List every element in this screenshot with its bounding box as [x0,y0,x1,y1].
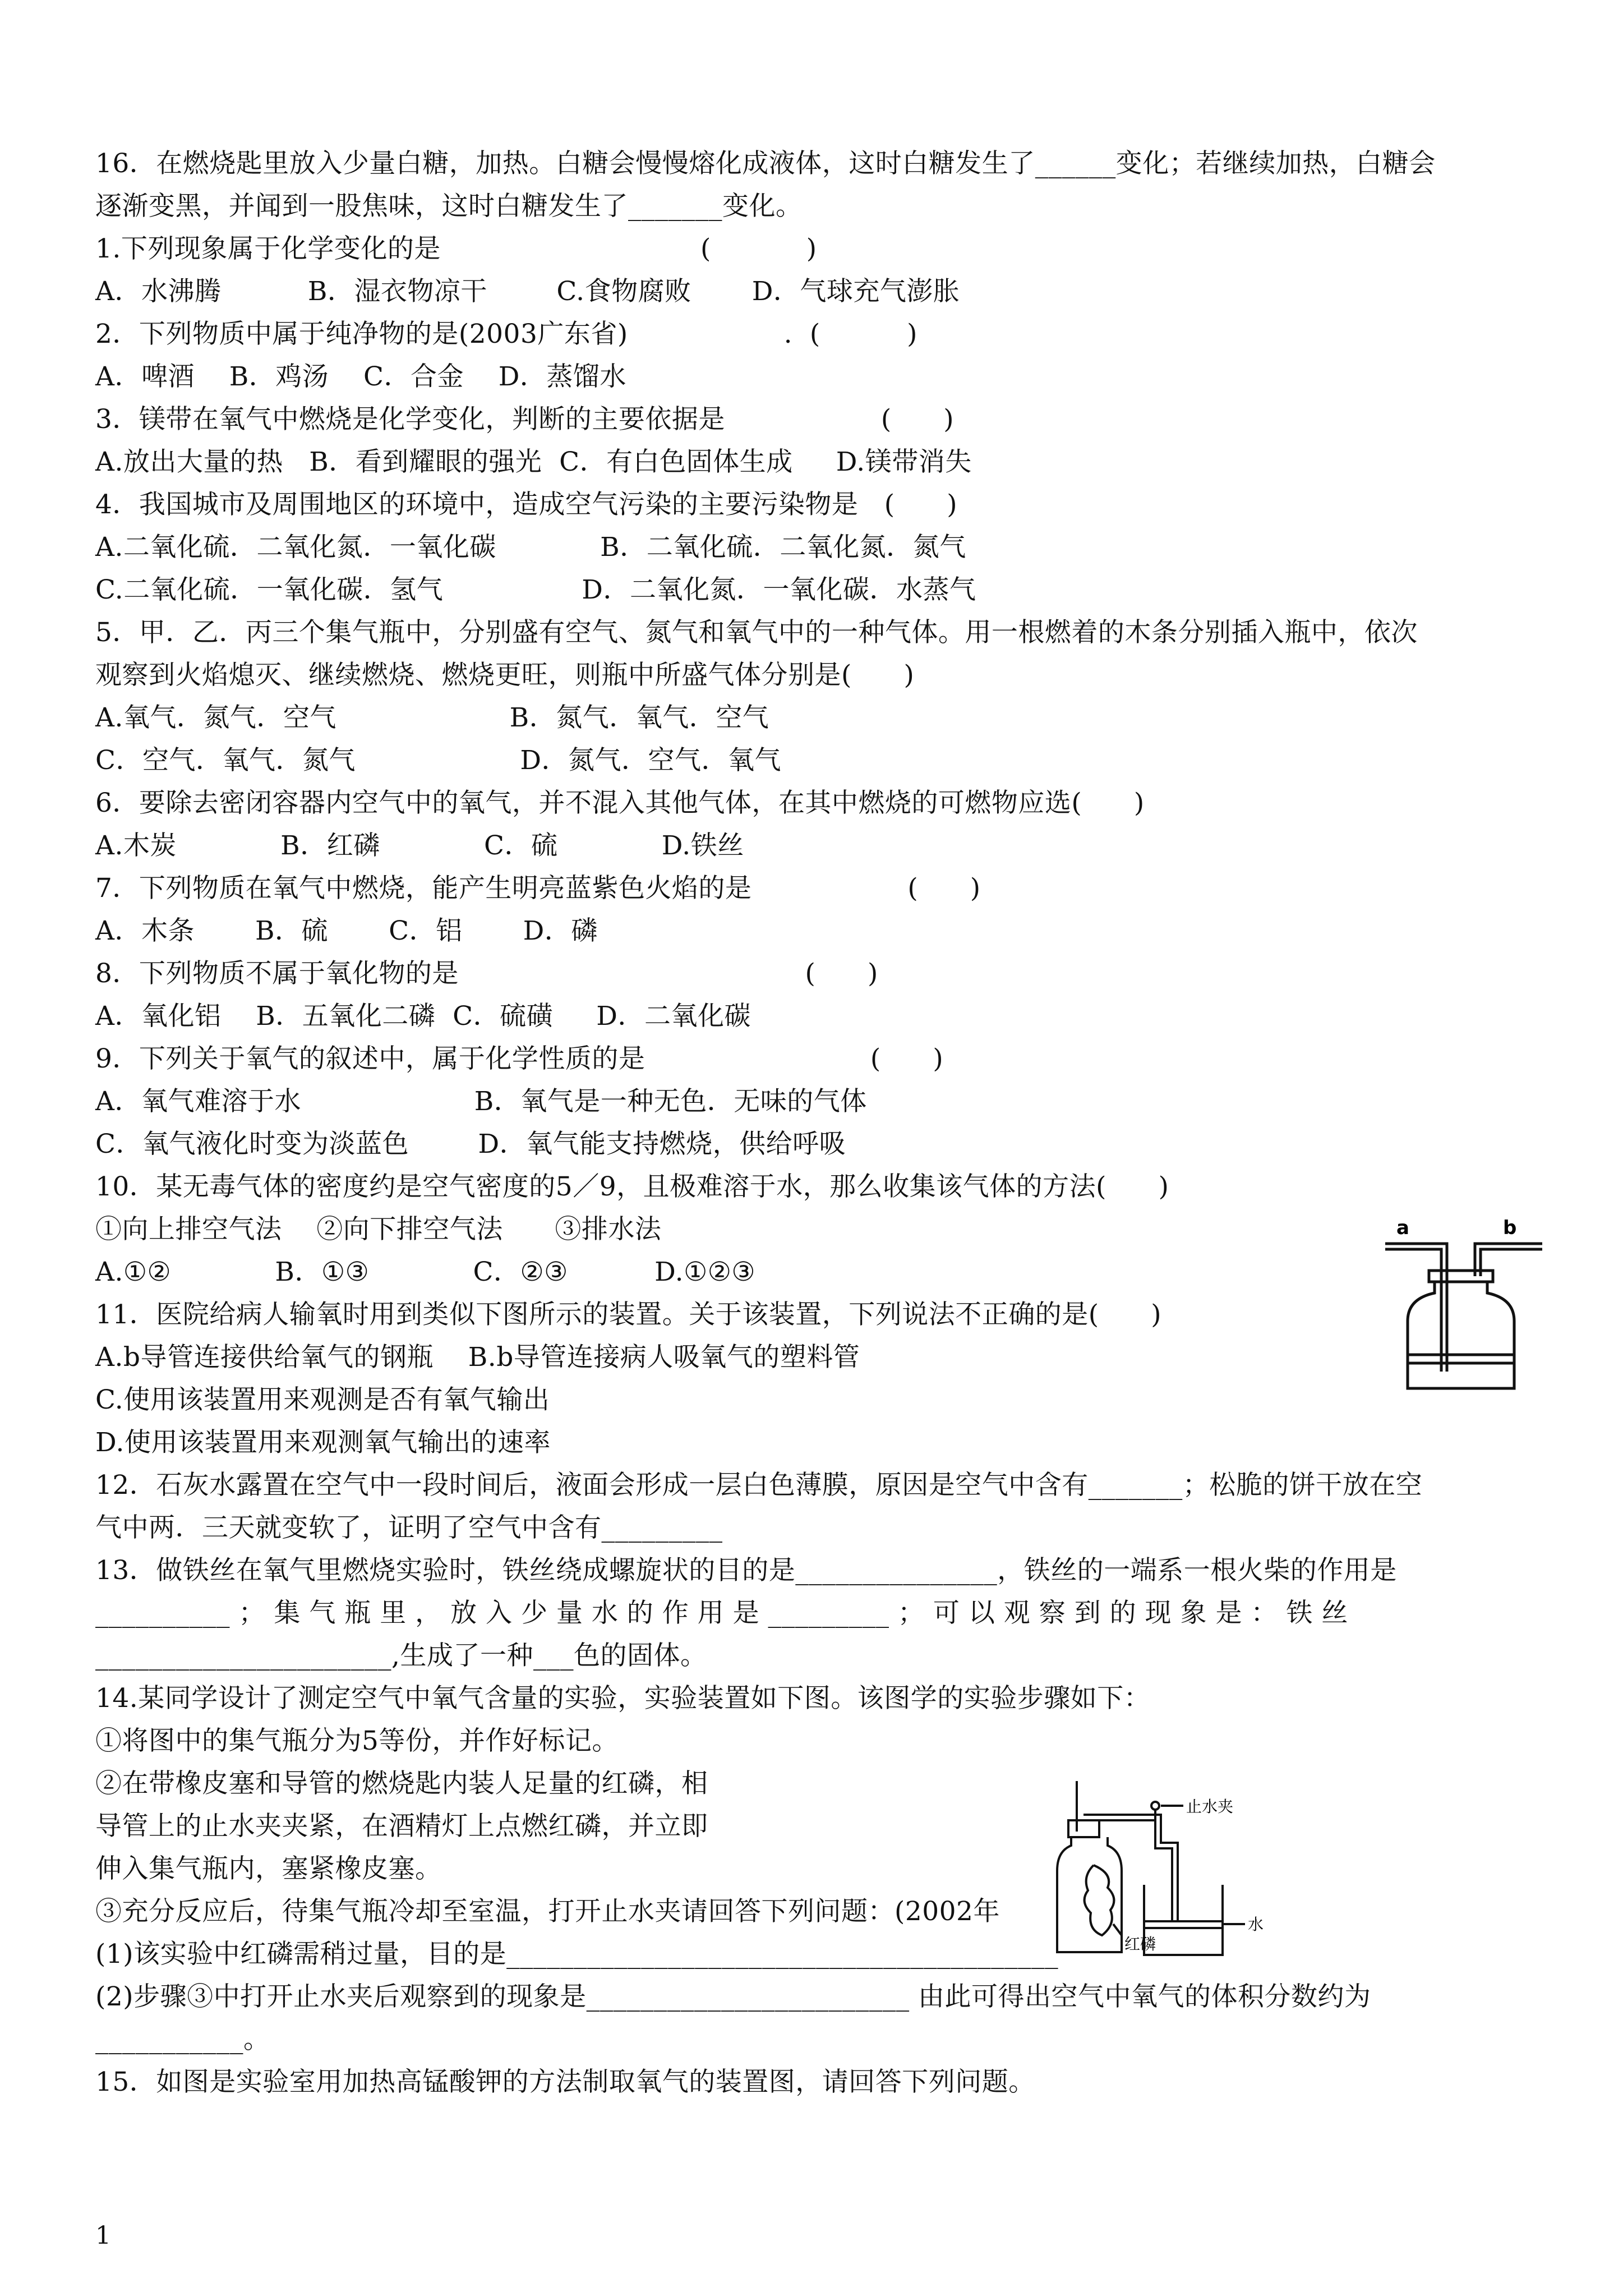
text-line: 8．下列物质不属于氧化物的是 ( ) [95,958,878,989]
text-line: 2．下列物质中属于纯净物的是(2003广东省) . ( ) [95,319,917,349]
oxygen-apparatus-figure [1049,1781,1307,1972]
text-line: 3．镁带在氧气中燃烧是化学变化，判断的主要依据是 ( ) [95,404,955,435]
text-line: A．氧气难溶于水 B．氧气是一种无色．无味的气体 [95,1086,867,1117]
label-b: b [1503,1217,1517,1239]
text-line: A．水沸腾 B．湿衣物凉干 C.食物腐败 D．气球充气澎胀 [95,276,960,307]
clamp-label: 止水夹 [1186,1797,1234,1816]
text-line: 11．医院给病人输氧时用到类似下图所示的装置。关于该装置，下列说法不正确的是( ) [95,1299,1162,1330]
text-line: 9．下列关于氧气的叙述中，属于化学性质的是 ( ) [95,1043,944,1074]
text-line: D.使用该装置用来观测氧气输出的速率 [95,1427,551,1458]
text-line: A.b导管连接供给氧气的钢瓶 B.b导管连接病人吸氧气的塑料管 [95,1342,860,1373]
text-line: A．木条 B．硫 C．铝 D．磷 [95,915,598,946]
text-line: ___________。 [95,2024,270,2055]
text-line: 12．石灰水露置在空气中一段时间后，液面会形成一层白色薄膜，原因是空气中含有_______；松脆的饼干放在空 [95,1470,1423,1501]
text-line: 14.某同学设计了测定空气中氧气含量的实验，实验装置如下图。该图学的实验步骤如下： [95,1683,1151,1714]
page-number: 1 [95,2221,111,2250]
text-line: C.使用该装置用来观测是否有氧气输出 [95,1384,550,1415]
text-line: 导管上的止水夹夹紧，在酒精灯上点燃红磷，并立即 [95,1811,708,1842]
text-line: __________ ； 集 气 瓶 里 ， 放 入 少 量 水 的 作 用 是 _________ ； 可 以 观 察 到 的 现 象 是 ： 铁 丝 [95,1598,1348,1628]
text-line: A.氧气．氮气．空气 B．氮气．氧气．空气 [95,702,769,733]
text-line: ②在带橡皮塞和导管的燃烧匙内装人足量的红磷，相 [95,1768,708,1799]
text-line: A.放出大量的热 B．看到耀眼的强光 C．有白色固体生成 D.镁带消失 [95,447,972,477]
text-line: A.二氧化硫．二氧化氮．一氧化碳 B．二氧化硫．二氧化氮．氮气 [95,532,966,563]
text-line: 4．我国城市及周围地区的环境中，造成空气污染的主要污染物是 ( ) [95,489,958,520]
text-line: A.木炭 B．红磷 C．硫 D.铁丝 [95,830,744,861]
text-line: A.①② B．①③ C．②③ D.①②③ [95,1257,755,1287]
text-line: ______________________,生成了一种___色的固体。 [95,1640,707,1671]
text-line: 13．做铁丝在氧气里燃烧实验时，铁丝绕成螺旋状的目的是_______________，铁丝的一端系一根火柴的作用是 [95,1555,1397,1586]
text-line: 6．要除去密闭容器内空气中的氧气，并不混入其他气体，在其中燃烧的可燃物应选( ) [95,788,1145,818]
label-a: a [1396,1217,1409,1239]
text-line: 15．如图是实验室用加热高锰酸钾的方法制取氧气的装置图，请回答下列问题。 [95,2067,1035,2097]
text-line: C．氧气液化时变为淡蓝色 D．氧气能支持燃烧，供给呼吸 [95,1129,846,1159]
text-line: 16．在燃烧匙里放入少量白糖，加热。白糖会慢慢熔化成液体，这时白糖发生了______变化；若继续加热，白糖会 [95,148,1436,179]
text-line: 1.下列现象属于化学变化的是 ( ) [95,233,817,264]
text-line: ①向上排空气法 ②向下排空气法 ③排水法 [95,1214,662,1245]
text-line: 逐渐变黑，并闻到一股焦味，这时白糖发生了_______变化。 [95,191,803,222]
text-line: 5．甲．乙．丙三个集气瓶中，分别盛有空气、氮气和氧气中的一种气体。用一根燃着的木条分别插入瓶中，依次 [95,617,1418,648]
text-line: 气中两．三天就变软了，证明了空气中含有_________ [95,1512,723,1543]
text-line: A．氧化铝 B．五氧化二磷 C．硫磺 D．二氧化碳 [95,1001,751,1032]
water-label: 水 [1248,1915,1264,1934]
text-line: ③充分反应后，待集气瓶冷却至室温，打开止水夹请回答下列问题：(2002年 [95,1896,1000,1927]
text-line: A．啤酒 B．鸡汤 C．合金 D．蒸馏水 [95,361,626,392]
text-line: 观察到火焰熄灭、继续燃烧、燃烧更旺，则瓶中所盛气体分别是( ) [95,660,915,691]
text-line: 7．下列物质在氧气中燃烧，能产生明亮蓝紫色火焰的是 ( ) [95,873,981,904]
text-line: C．空气．氧气．氮气 D．氮气．空气．氧气 [95,745,782,776]
text-line: 10．某无毒气体的密度约是空气密度的5／9，且极难溶于水，那么收集该气体的方法( ) [95,1171,1169,1202]
text-line: (1)该实验中红磷需稍过量，目的是_________________________________________ [95,1939,1059,1970]
phosphorus-label: 红磷 [1124,1935,1156,1953]
text-line: 伸入集气瓶内，塞紧橡皮塞。 [95,1853,442,1884]
text-line: ①将图中的集气瓶分为5等份，并作好标记。 [95,1726,619,1756]
text-line: (2)步骤③中打开止水夹后观察到的现象是________________________ 由此可得出空气中氧气的体积分数约为 [95,1981,1371,2012]
gas-bottle-figure [1385,1209,1548,1394]
text-line: C.二氧化硫．一氧化碳．氢气 D．二氧化氮．一氧化碳．水蒸气 [95,574,976,605]
